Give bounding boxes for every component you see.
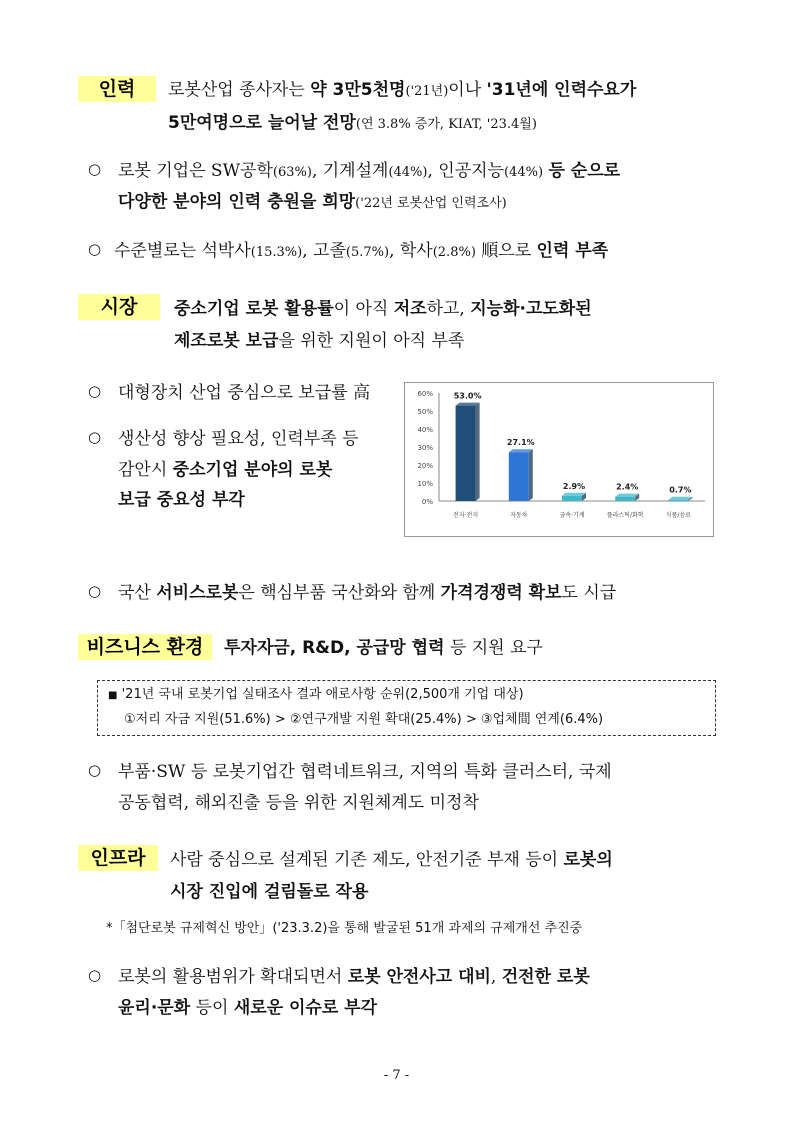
bullet-circle-icon: ○ [88, 966, 102, 984]
bar [509, 452, 529, 501]
text: 을 위한 지원이 아직 부족 [278, 331, 465, 351]
market-summary-line1 [174, 296, 592, 322]
text: (2.8%) [432, 245, 476, 260]
text: 건전한 로봇 [501, 967, 590, 987]
infra-footnote: *「첨단로봇 규제혁신 방안」('23.3.2)을 통해 발굴된 51개 과제의 규제개선 추진중 [106, 921, 583, 936]
bar-side [529, 449, 533, 501]
text: 인력 부족 [536, 241, 609, 261]
text: (5.7%) [345, 245, 390, 260]
text: 제조로봇 보급 [174, 331, 279, 351]
workforce-bullet1-line2 [118, 189, 507, 217]
survey-box-line1 [108, 684, 524, 707]
text: , 기계설계 [311, 161, 389, 181]
text: 로봇 기업은 SW공학 [118, 161, 273, 181]
bar [668, 500, 688, 501]
x-tick-label: 식품/음료 [665, 512, 692, 519]
text: 은 핵심부품 국산화와 함께 [238, 583, 441, 603]
section-tag-business-environment: 비즈니스 환경 [78, 634, 212, 660]
text: 중소기업 로봇 활용률 [174, 299, 334, 319]
business-bullet1-line2: 공동협력, 해외진출 등을 위한 지원체계도 미정착 [118, 793, 479, 813]
bar-side [476, 403, 480, 501]
text: , [490, 967, 502, 987]
bar-value-label: 53.0% [453, 391, 482, 401]
x-tick-label: 자동차 [510, 512, 528, 519]
text: (44%) [503, 165, 544, 180]
text: (44%) [388, 165, 428, 180]
y-tick-label: 20% [417, 462, 433, 470]
text: 새로운 이슈로 부각 [233, 998, 378, 1018]
text: (연 3.8% 증가, KIAT, '23.4월) [355, 117, 537, 132]
y-tick-label: 0% [421, 498, 433, 506]
bar-value-label: 2.4% [616, 482, 639, 492]
text: 로봇 안전사고 대비 [347, 967, 491, 987]
text: 등이 [190, 998, 234, 1018]
market-bullet1: 대형장치 산업 중심으로 보급률 高 [118, 383, 371, 403]
bar [615, 497, 635, 501]
business-summary-line1 [224, 635, 543, 661]
bar-value-label: 27.1% [506, 438, 535, 448]
text: 이 아직 [333, 299, 394, 319]
text: 사람 중심으로 설계된 기존 제도, 안전기준 부재 등이 [170, 850, 564, 870]
bullet-circle-icon: ○ [88, 160, 102, 178]
bullet-circle-icon: ○ [88, 428, 102, 446]
x-tick-label: 전자·전지 [453, 512, 479, 519]
text: 저조 [393, 299, 427, 319]
bar-top [615, 494, 639, 497]
section-tag-market: 시장 [78, 294, 160, 320]
text: 중소기업 분야의 로봇 [172, 460, 333, 480]
market-bullet2-line2 [118, 457, 332, 483]
x-tick-label: 금속·기계 [559, 512, 585, 519]
page-number: - 7 - [383, 1068, 410, 1083]
bullet-circle-icon: ○ [88, 761, 102, 779]
bar-value-label: 0.7% [669, 485, 692, 495]
workforce-bullet2 [114, 238, 608, 266]
survey-result-box [97, 680, 716, 736]
text: 順으로 [475, 241, 537, 261]
bullet-circle-icon: ○ [88, 582, 102, 600]
bar-top [509, 449, 533, 452]
workforce-summary-line2 [168, 110, 537, 138]
workforce-summary-line1 [168, 77, 636, 105]
text: , 인공지능 [427, 161, 504, 181]
square-bullet-icon: ■ [108, 690, 118, 701]
text: , 학사 [389, 241, 433, 261]
text: 감안시 [118, 460, 173, 480]
text: 이나 [448, 80, 487, 100]
text: ('22년 로봇산업 인력조사) [355, 196, 507, 211]
y-tick-label: 60% [417, 390, 433, 398]
workforce-bullet1-line1 [118, 158, 620, 186]
bar [456, 406, 476, 501]
text: 수준별로는 석박사 [114, 241, 251, 261]
text: 다양한 분야의 인력 충원을 희망 [118, 192, 356, 212]
survey-box-line2: ①저리 자금 지원(51.6%) > ②연구개발 지원 확대(25.4%) > ③업체間 연계(6.4%) [124, 712, 604, 727]
text: 로봇의 활용범위가 확대되면서 [118, 967, 348, 987]
text: 윤리·문화 [118, 998, 191, 1018]
text: '31년에 인력수요가 [486, 80, 637, 100]
bar-top [456, 403, 480, 406]
text: 국산 [118, 583, 157, 603]
y-tick-label: 40% [417, 426, 433, 434]
y-tick-label: 50% [417, 408, 433, 416]
text: (15.3%) [250, 245, 303, 260]
market-summary-line2 [174, 328, 464, 354]
x-tick-label: 플라스틱/화학 [606, 512, 644, 519]
text: 투자자금, R&D, 공급망 협력 [224, 638, 445, 658]
text: 도 시급 [561, 583, 617, 603]
market-bullet2-line1: 생산성 향상 필요성, 인력부족 등 [118, 429, 359, 449]
bullet-circle-icon: ○ [88, 240, 102, 258]
bullet-circle-icon: ○ [88, 382, 102, 400]
section-tag-infrastructure: 인프라 [78, 845, 158, 871]
text: 지능화·고도화된 [470, 299, 592, 319]
text: , 고졸 [302, 241, 346, 261]
market-bullet2-line3: 보급 중요성 부각 [118, 490, 245, 510]
bar-top [668, 497, 692, 500]
text: '21년 국내 로봇기업 실태조사 결과 애로사항 순위(2,500개 기업 대상) [121, 687, 524, 702]
text: 서비스로봇 [156, 583, 239, 603]
y-tick-label: 30% [417, 444, 433, 452]
text: 가격경쟁력 확보 [440, 583, 562, 603]
y-tick-label: 10% [417, 480, 433, 488]
market-bullet3 [118, 580, 616, 606]
infra-summary-line2: 시장 진입에 걸림돌로 작용 [170, 882, 369, 902]
text: 로봇의 [563, 850, 613, 870]
infra-summary-line1 [170, 847, 613, 873]
infra-bullet1-line1 [118, 964, 590, 990]
text: ('21년) [405, 84, 449, 99]
text: 하고, [426, 299, 471, 319]
text: 약 3만5천명 [310, 80, 406, 100]
sector-adoption-bar-chart [404, 382, 714, 537]
bar-top [562, 493, 586, 496]
section-tag-workforce: 인력 [78, 76, 156, 102]
text: 로봇산업 종사자는 [168, 80, 311, 100]
bar [562, 496, 582, 501]
text: (63%) [272, 165, 312, 180]
infra-bullet1-line2 [118, 995, 377, 1021]
text: 등 순으로 [548, 161, 621, 181]
bar-value-label: 2.9% [562, 481, 586, 491]
business-bullet1-line1: 부품·SW 등 로봇기업간 협력네트워크, 지역의 특화 클러스터, 국제 [118, 762, 612, 782]
text: 등 지원 요구 [444, 638, 543, 658]
text: 5만여명으로 늘어날 전망 [168, 113, 356, 133]
